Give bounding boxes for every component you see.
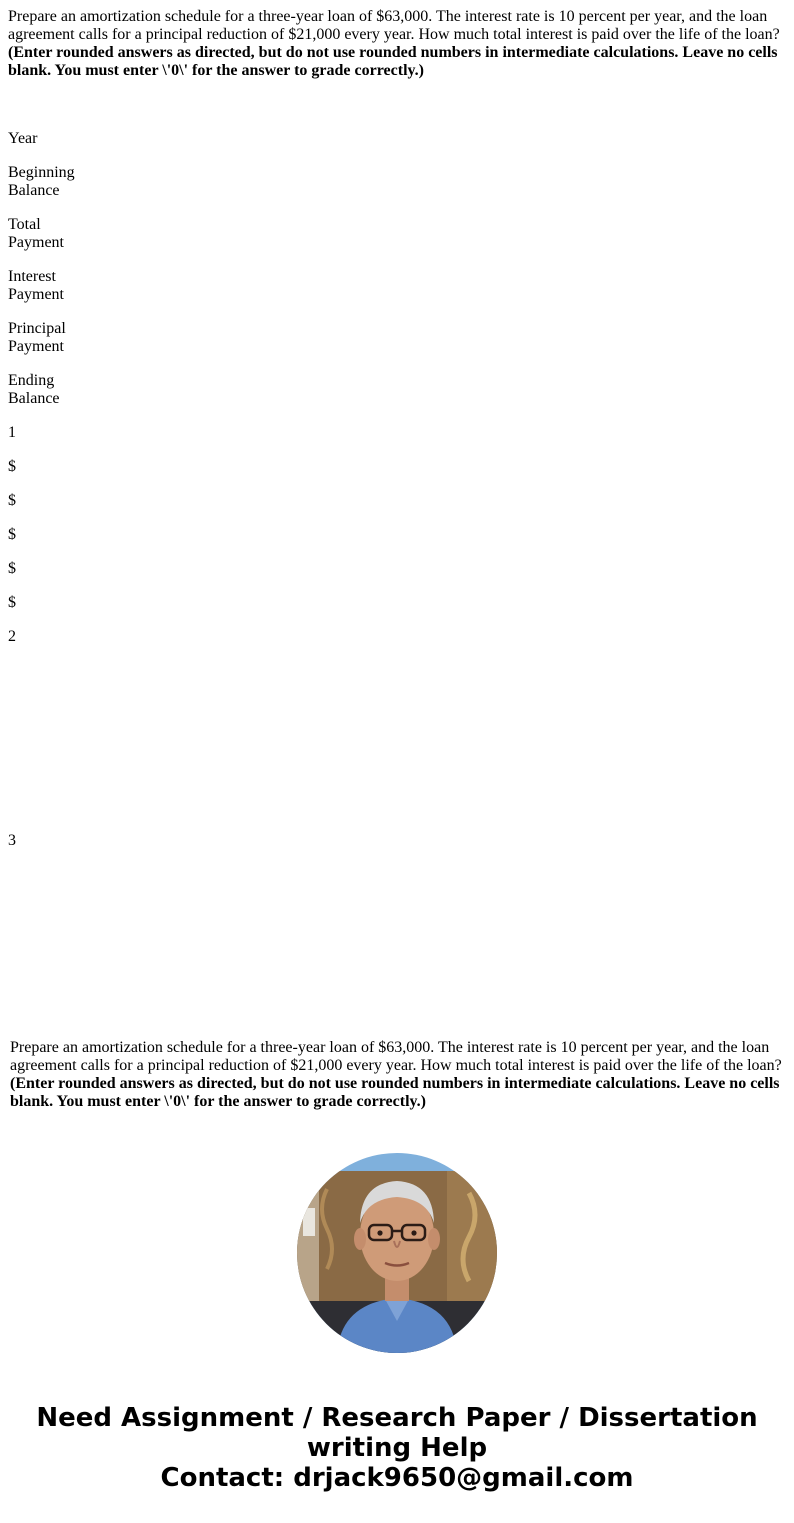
promo-banner: [0, 1403, 794, 1493]
row-1-principal-payment-currency: $: [8, 560, 16, 577]
question-text: [8, 8, 788, 80]
row-1-ending-balance-currency: $: [8, 594, 16, 611]
header-year: Year: [8, 130, 38, 147]
header-beginning-balance: Beginning Balance: [8, 164, 75, 199]
row-2-year: 2: [8, 628, 16, 645]
avatar: [297, 1153, 497, 1353]
question-repeat-body: Prepare an amortization schedule for a three-year loan of $63,000. The interest rate is 10 percent per year, and the loan agreement calls for a principal reduction of $21,000 every year. How much total interest is paid over the life of the loan?: [10, 1039, 782, 1074]
row-3-year: 3: [8, 832, 16, 849]
question-text-repeat: [10, 1039, 788, 1111]
header-total-payment: Total Payment: [8, 216, 64, 251]
header-principal-payment: Principal Payment: [8, 320, 66, 355]
header-ending-balance: Ending Balance: [8, 372, 60, 407]
row-1-year: 1: [8, 424, 16, 441]
promo-contact: Contact: drjack9650@gmail.com: [160, 1463, 634, 1493]
avatar-portrait: [297, 1153, 497, 1353]
question-repeat-instruction: (Enter rounded answers as directed, but do not use rounded numbers in intermediate calculations. Leave no cells blank. You must enter \'0\' for the answer to grade correctly.): [10, 1075, 780, 1110]
row-1-interest-payment-currency: $: [8, 526, 16, 543]
header-interest-payment: Interest Payment: [8, 268, 64, 303]
row-1-beginning-balance-currency: $: [8, 458, 16, 475]
row-1-total-payment-currency: $: [8, 492, 16, 509]
promo-headline: Need Assignment / Research Paper / Dissertation writing Help: [36, 1403, 758, 1463]
question-instruction: (Enter rounded answers as directed, but do not use rounded numbers in intermediate calculations. Leave no cells blank. You must enter \'0\' for the answer to grade correctly.): [8, 44, 778, 79]
question-body: Prepare an amortization schedule for a three-year loan of $63,000. The interest rate is 10 percent per year, and the loan agreement calls for a principal reduction of $21,000 every year. How much total interest is paid over the life of the loan?: [8, 8, 780, 43]
